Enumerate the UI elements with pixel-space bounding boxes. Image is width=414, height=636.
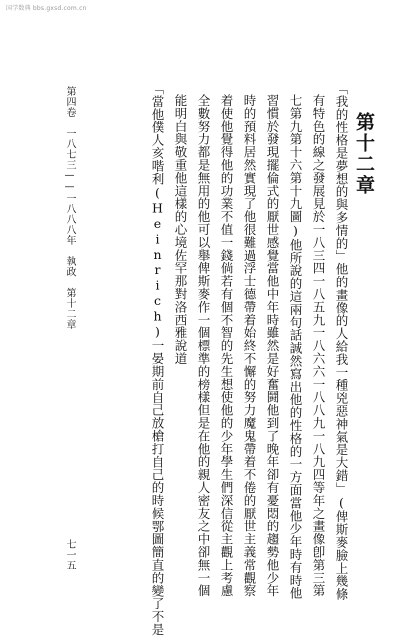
body-column-8: 能明白與敬重他這樣的心境佐罕那對洛西雅說道 — [173, 94, 188, 365]
watermark-text: 国学数典 bbs.gxsd.com.cn — [6, 5, 87, 12]
body-column-6: 着使他覺得他的功業不值一錢倘若有個不智的先生想使他的少年學生們深信從主觀上考慮 — [219, 94, 234, 598]
chapter-title: 第十二章 — [353, 112, 375, 196]
body-column-9: 「當他僕人亥喈利(Heinrich)一晏期前自己放槍打自己的時候鄂圖簡直的變了不是 — [150, 82, 165, 636]
body-column-4: 習慣於發現擺倫式的厭世感覺當他中年時雖然是好奮鬪他到了晚年卻有憂悶的趨勢他少年 — [265, 94, 280, 598]
body-column-3: 七第九第十六第十九圖)他所說的這兩句話誠然寫出他的性格的一方面當他少年時有時他 — [288, 94, 303, 600]
body-column-5: 時的預料居然實現了他很難過浮士德帶着始終不懈的努力魔鬼帶着不倦的厭世主義常觀察 — [242, 94, 257, 598]
page-number: 七一五 — [64, 538, 75, 570]
body-column-1: 「我的性格是夢想的與多情的」他的畫像的人給我一種兇惡神氣是大錯」(俾斯麥臉上幾條 — [334, 82, 349, 601]
body-column-2: 有特色的線之發展見於一八三四一八五九一八六六一八八九一八九四等年之畫像卽第三第 — [311, 94, 326, 598]
body-column-7: 全數努力都是無用的他可以舉俾斯麥作一個標準的榜樣但是在他的親人密友之中卻無一個 — [196, 94, 211, 598]
running-footer: 第四卷 一八七三——一八八八年 執政 第十二章 — [64, 86, 75, 330]
